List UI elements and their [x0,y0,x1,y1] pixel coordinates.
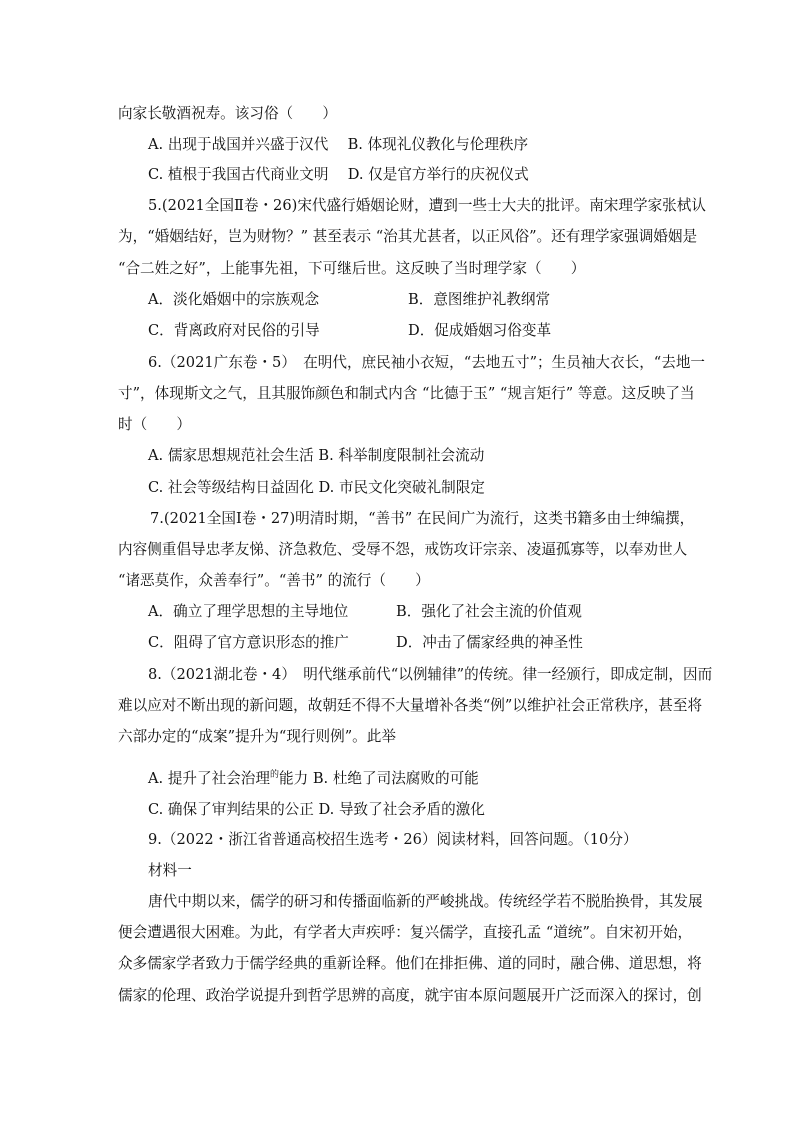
text-line: 内容侧重倡导忠孝友悌、济急救危、受辱不怨，戒饬攻讦宗亲、凌逼孤寡等，以奉劝世人 [118,541,688,558]
text-line: 便会遭遇很大困难。为此，有学者大声疾呼：复兴儒学，直接孔孟 “道统”。自宋初开始， [118,924,693,941]
text-line: 为，“婚姻结好，岂为财物？” 甚至表示 “治其尤甚者，以正风俗”。还有理学家强调婚姻是 [118,228,698,245]
material-heading: 材料一 [148,862,192,879]
option-line: C. 社会等级结构日益固化 D. 市民文化突破礼制限定 [148,479,485,496]
option-d: D．促成婚姻习俗变革 [408,322,552,339]
question-7-line: 7.(2021全国Ⅰ卷・27)明清时期，“善书” 在民间广为流行，这类书籍多由士绅编撰， [150,510,695,527]
question-6-line: 6.（2021广东卷・5） 在明代，庶民袖小衣短，“去地五寸”；生员袖大衣长，“去地一 [148,354,706,371]
option-line: A. 儒家思想规范社会生活 B. 科举制度限制社会流动 [148,447,485,464]
text-line: 寸”，体现斯文之气，且其服饰颜色和制式内含 “比德于玉” “规言矩行” 等意。这反映了当 [118,385,695,402]
option-a: A．确立了理学思想的主导地位 [148,603,349,620]
option-c: C．背离政府对民俗的引导 [148,322,320,339]
superscript-text: 的 [269,770,279,780]
text-line: “诸恶莫作，众善奉行”。“善书” 的流行（ ） [118,572,430,589]
text-line: 众多儒家学者致力于儒学经典的重新诠释。他们在排拒佛、道的同时，融合佛、道思想，将 [118,955,702,972]
option-text: A. 提升了社会治理 [148,770,270,787]
option-a: A．淡化婚姻中的宗族观念 [148,291,320,308]
option-b: B．意图维护礼教纲常 [408,291,551,308]
text-line: 儒家的伦理、政治学说提升到哲学思辨的高度，就宇宙本原问题展开广泛而深入的探讨，创 [118,987,702,1004]
option-text: 能力 B. 杜绝了司法腐败的可能 [279,770,479,787]
option-b: B．强化了社会主流的价值观 [396,603,582,620]
option-line: C. 植根于我国古代商业文明 D. 仅是官方举行的庆祝仪式 [148,166,529,183]
question-8-line: 8.（2021湖北卷・4） 明代继承前代“以例辅律”的传统。律一经颁行，即成定制，因而 [148,666,713,683]
text-line: 时（ ） [118,416,191,433]
text-line: 唐代中期以来，儒学的研习和传播面临新的严峻挑战。传统经学若不脱胎换骨，其发展 [148,893,703,910]
text-line: “合二姓之好”，上能事先祖，下可继后世。这反映了当时理学家（ ） [118,260,586,277]
option-line [148,765,479,789]
option-line: A. 出现于战国并兴盛于汉代 B. 体现礼仪教化与伦理秩序 [148,136,529,153]
option-c: C．阻碍了官方意识形态的推广 [148,634,349,651]
text-line: 向家长敬酒祝寿。该习俗（ ） [118,105,337,122]
question-5-line: 5.(2021全国Ⅱ卷・26)宋代盛行婚姻论财，遭到一些士大夫的批评。南宋理学家张栻认 [148,197,706,214]
option-line: C. 确保了审判结果的公正 D. 导致了社会矛盾的激化 [148,801,485,818]
text-line: 六部办定的“成案”提升为“现行则例”。此举 [118,728,396,745]
option-d: D．冲击了儒家经典的神圣性 [396,634,583,651]
text-line: 难以应对不断出现的新问题，故朝廷不得不大量增补各类“例”以维护社会正常秩序，甚至将 [118,697,703,714]
question-9-line: 9.（2022・浙江省普通高校招生选考・26）阅读材料，回答问题。（10分） [148,831,638,848]
